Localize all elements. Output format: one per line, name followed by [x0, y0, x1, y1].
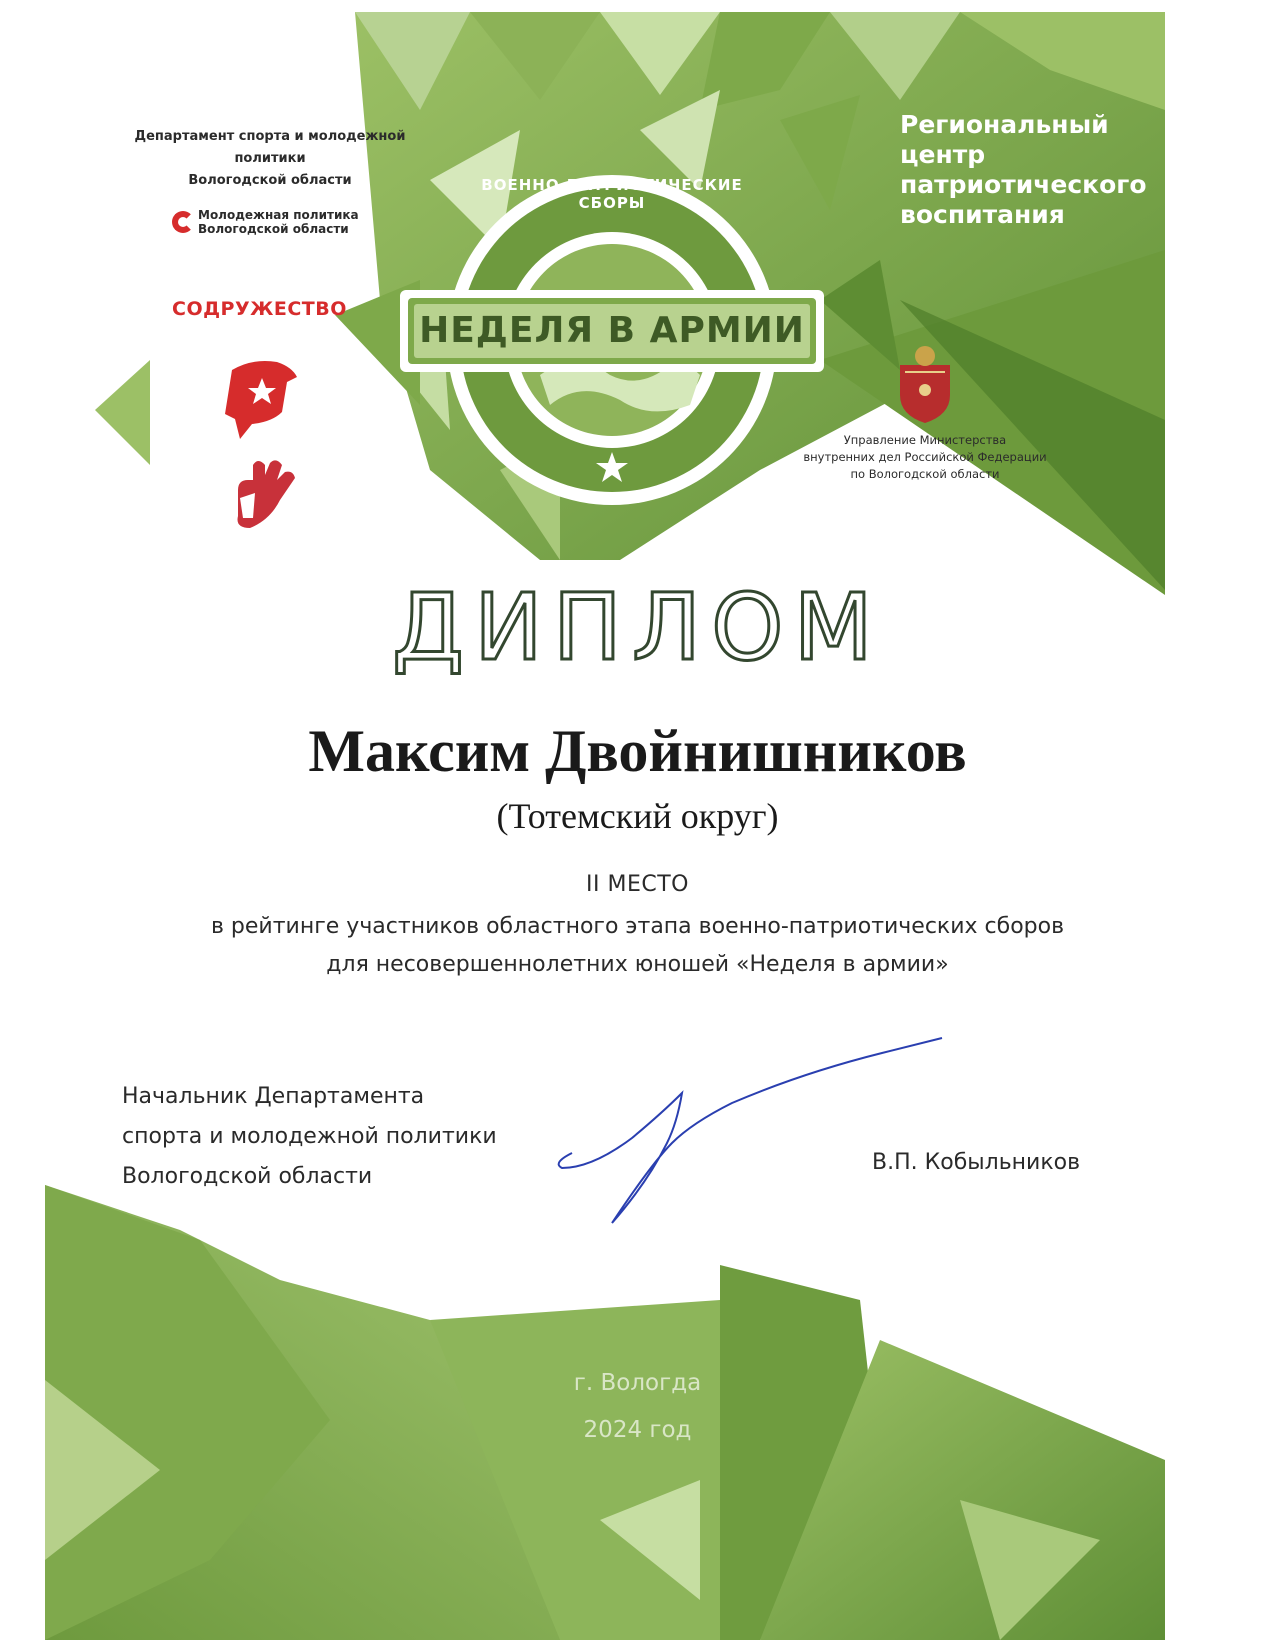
youth-policy-line2: Вологодской области: [198, 222, 349, 236]
signer-position-line1: Начальник Департамента: [122, 1084, 425, 1109]
department-header: [105, 126, 435, 192]
regional-center-line1: Региональный: [900, 110, 1109, 139]
regional-center-title: [900, 110, 1200, 230]
regional-center-line2: центр: [900, 140, 986, 169]
regional-center-line4: воспитания: [900, 200, 1065, 229]
youth-policy-icon: [172, 211, 194, 233]
signer-position-line3: Вологодской области: [122, 1164, 373, 1189]
youth-policy-logo: [172, 208, 359, 236]
year: 2024 год: [583, 1417, 692, 1443]
award-place: II МЕСТО: [586, 872, 689, 897]
department-line1: Департамент спорта и молодежной политики: [134, 129, 406, 166]
emblem-arc-text: ВОЕННО-ПАТРИОТИЧЕСКИЕ СБОРЫ: [481, 176, 743, 212]
department-line2: Вологодской области: [188, 173, 352, 188]
volunteer-hand-logo: [238, 460, 296, 528]
signer-name: В.П. Кобыльников: [872, 1150, 1081, 1175]
emblem-banner-text: НЕДЕЛЯ В АРМИИ: [419, 310, 805, 351]
yunarmiya-logo: [225, 361, 297, 439]
mvd-line1: Управление Министерства: [843, 433, 1007, 447]
sodruzhestvo-logo: СОДРУЖЕСТВО: [172, 298, 347, 320]
signer-position-line2: спорта и молодежной политики: [122, 1124, 497, 1149]
mvd-line2: внутренних дел Российской Федерации: [803, 450, 1047, 464]
description-line1: в рейтинге участников областного этапа военно-патриотических сборов: [210, 914, 1065, 939]
description-line2: для несовершеннолетних юношей «Неделя в армии»: [326, 952, 949, 977]
award-description: [0, 908, 1275, 984]
signature-stroke: [559, 1038, 942, 1223]
regional-center-line3: патриотического: [900, 170, 1147, 199]
signer-position: [122, 1077, 497, 1197]
youth-policy-line1: Молодежная политика: [198, 208, 359, 222]
mvd-line3: по Вологодской области: [850, 467, 1000, 481]
city: г. Вологда: [573, 1370, 702, 1396]
mvd-caption: [795, 432, 1055, 483]
recipient-district: (Тотемский округ): [496, 796, 779, 836]
recipient-name: Максим Двойнишников: [308, 718, 967, 784]
diploma-title: ДИПЛОМ: [392, 574, 883, 681]
